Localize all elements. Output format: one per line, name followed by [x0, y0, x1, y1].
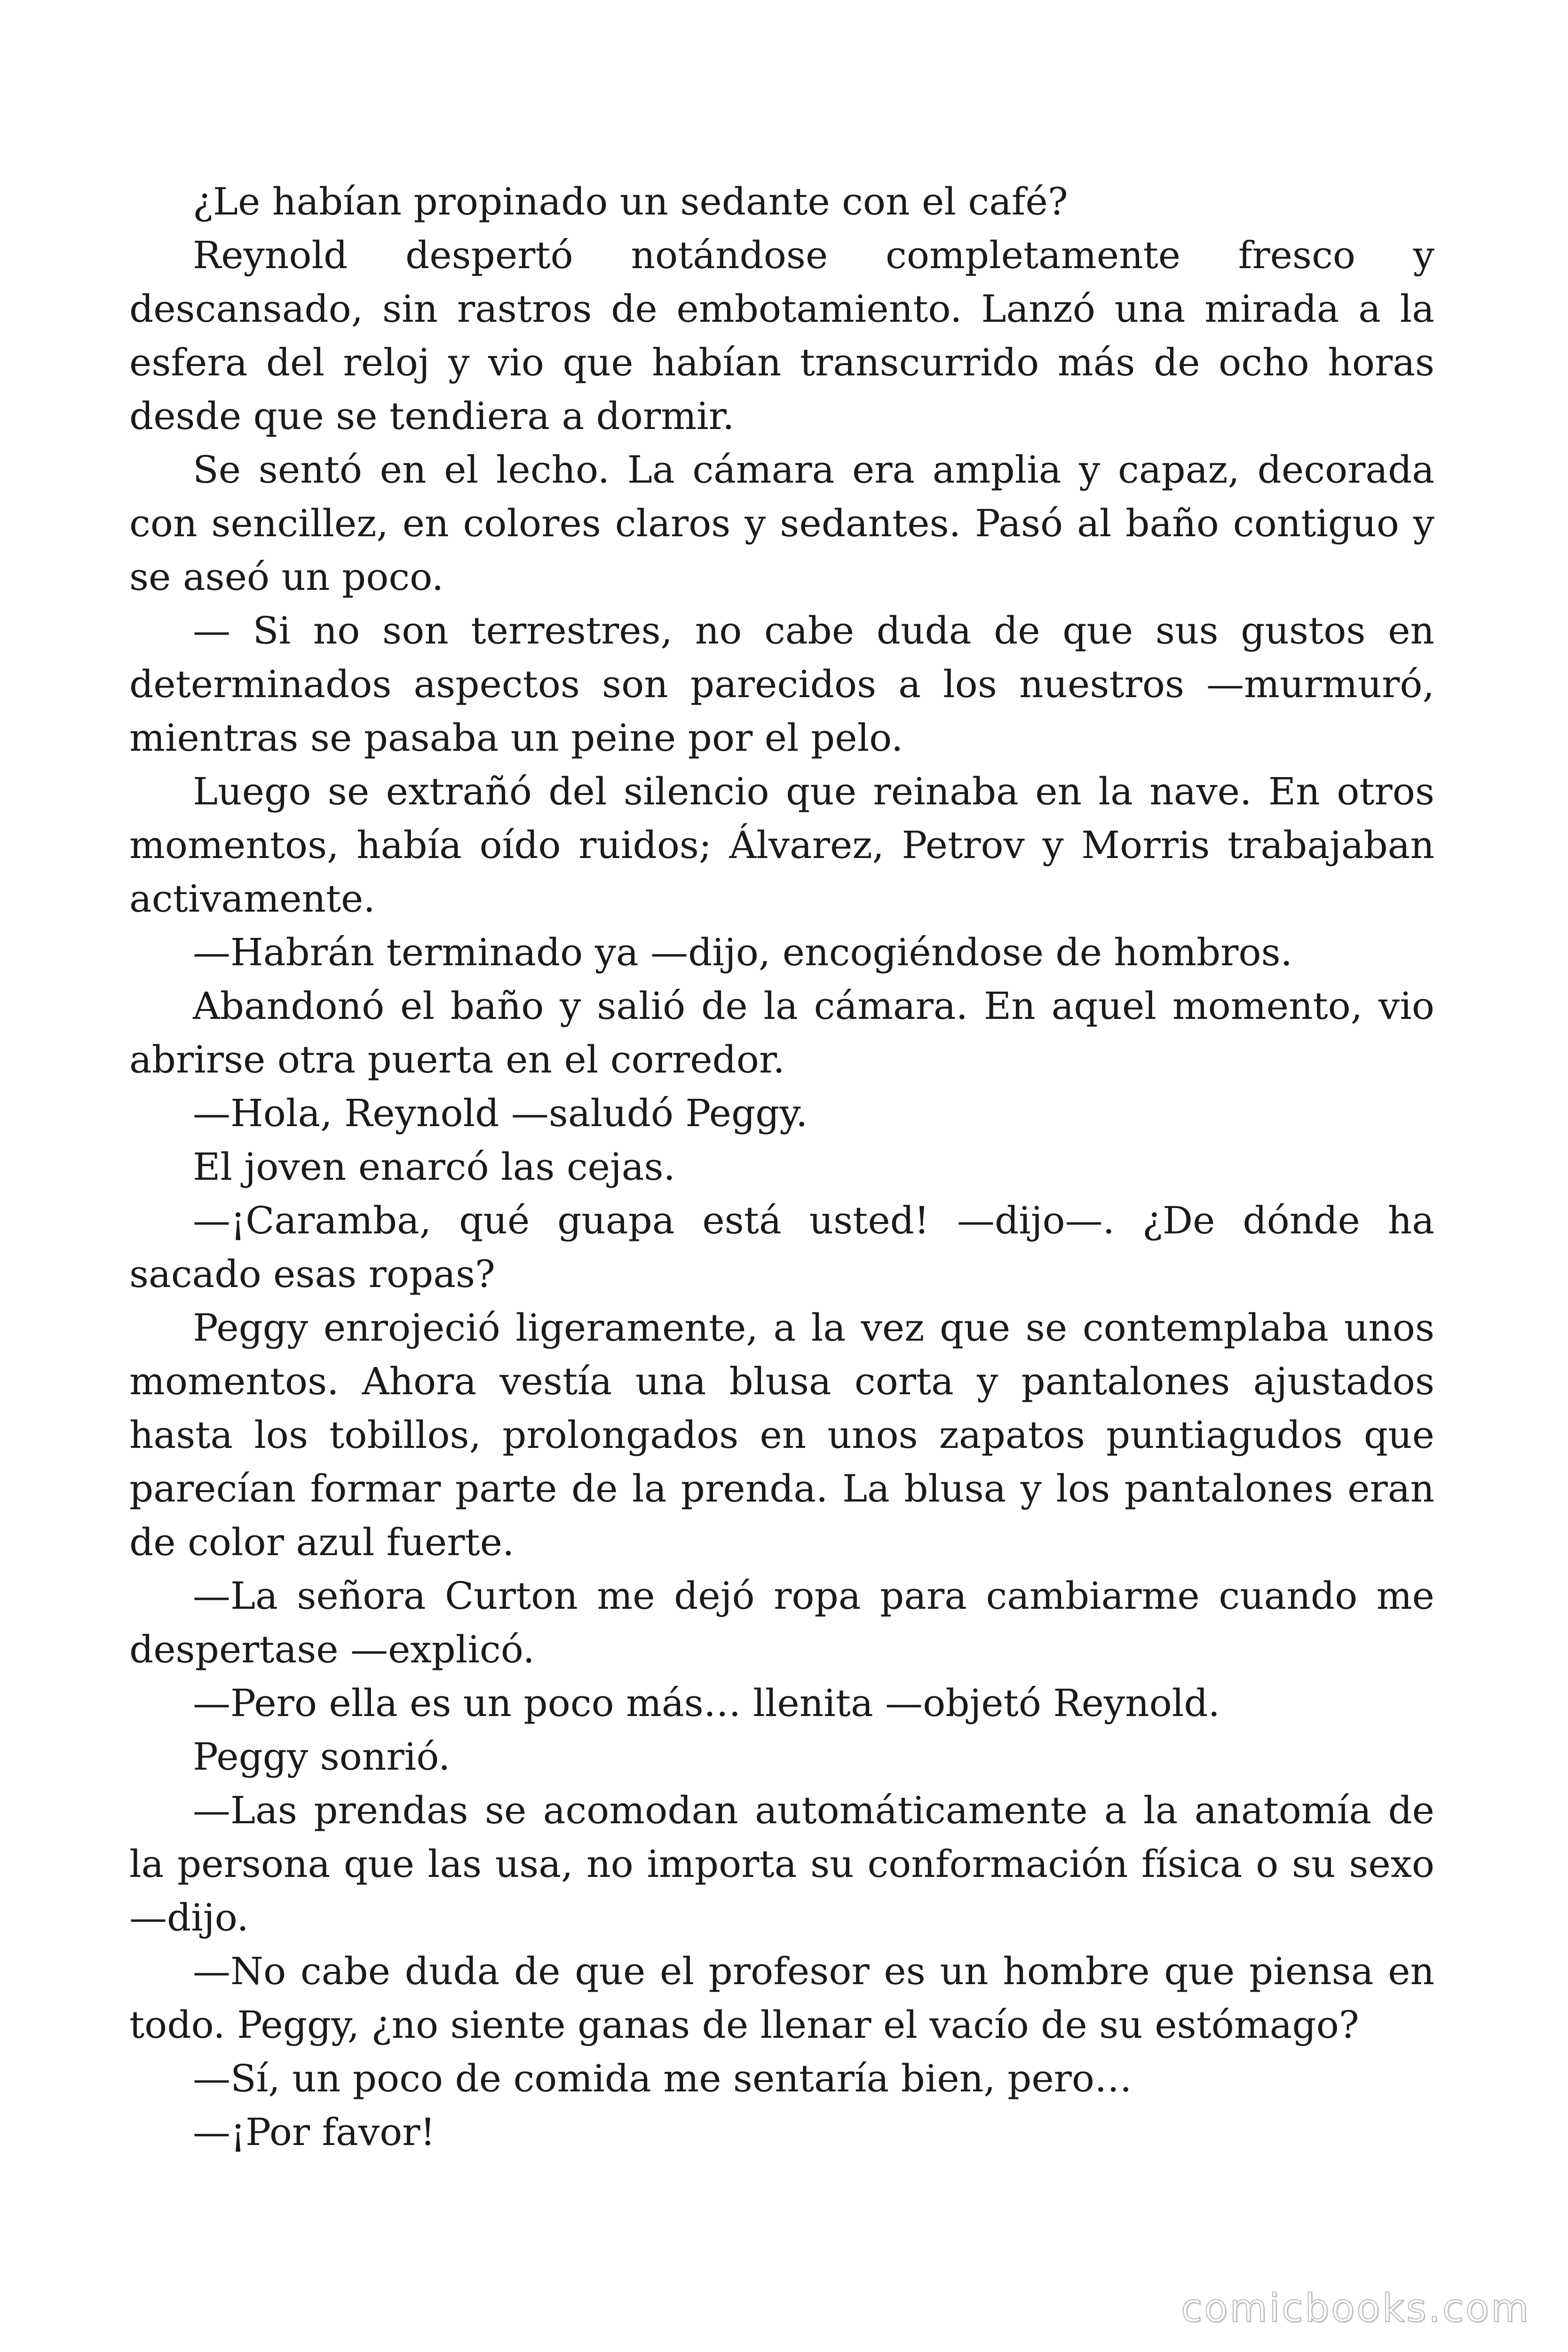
watermark: comicbooks.com [1181, 2286, 1530, 2331]
paragraph: Peggy enrojeció ligeramente, a la vez que se contemplaba unos momentos. Ahora vestía una blusa corta y pantalones ajustados hasta los tobillos, prolongados en unos zapatos puntiagudos que parecían formar parte de la prenda. La blusa y los pantalones eran de color azul fuerte. [129, 1306, 1434, 1564]
paragraph: —Las prendas se acomodan automáticamente a la anatomía de la persona que las usa, no importa su conformación física o su sexo —dijo. [129, 1788, 1434, 1939]
paragraph: Reynold despertó notándose completamente fresco y descansado, sin rastros de embotamiento. Lanzó una mirada a la esfera del reloj y vio que habían transcurrido más de ocho horas desde que se tendiera a dormir. [129, 233, 1434, 438]
paragraph: El joven enarcó las cejas. [193, 1145, 675, 1189]
paragraph: Peggy sonrió. [193, 1735, 451, 1779]
page-text [129, 175, 1434, 2159]
paragraph: Abandonó el baño y salió de la cámara. En aquel momento, vio abrirse otra puerta en el corredor. [129, 984, 1434, 1081]
paragraph: —Habrán terminado ya —dijo, encogiéndose de hombros. [193, 930, 1293, 974]
paragraph: —La señora Curton me dejó ropa para cambiarme cuando me despertase —explicó. [129, 1574, 1434, 1671]
paragraph: —Pero ella es un poco más… llenita —objetó Reynold. [193, 1681, 1220, 1725]
paragraph: Luego se extrañó del silencio que reinaba en la nave. En otros momentos, había oído ruidos; Álvarez, Petrov y Morris trabajaban activamente. [129, 770, 1434, 921]
paragraph: —Sí, un poco de comida me sentaría bien, pero… [193, 2057, 1132, 2100]
paragraph: Se sentó en el lecho. La cámara era amplia y capaz, decorada con sencillez, en colores claros y sedantes. Pasó al baño contiguo y se aseó un poco. [129, 448, 1434, 599]
paragraph: —¡Por favor! [193, 2110, 436, 2154]
paragraph: —Hola, Reynold —saludó Peggy. [193, 1091, 808, 1135]
paragraph: ¿Le habían propinado un sedante con el café? [193, 180, 1068, 223]
paragraph: —No cabe duda de que el profesor es un hombre que piensa en todo. Peggy, ¿no siente ganas de llenar el vacío de su estómago? [129, 1949, 1434, 2047]
paragraph: — Si no son terrestres, no cabe duda de que sus gustos en determinados aspectos son parecidos a los nuestros —murmuró, mientras se pasaba un peine por el pelo. [129, 609, 1434, 760]
paragraph: —¡Caramba, qué guapa está usted! —dijo—. ¿De dónde ha sacado esas ropas? [129, 1199, 1434, 1296]
